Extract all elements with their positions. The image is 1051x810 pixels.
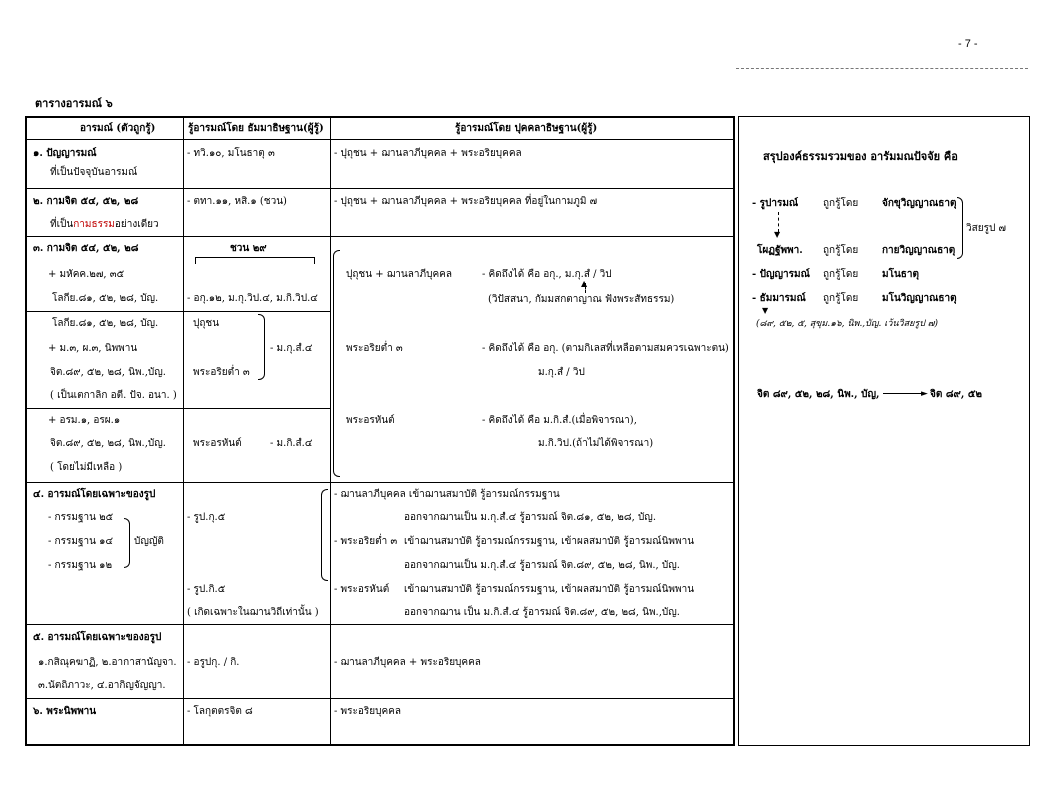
r3b-line4: ( เป็นเตกาลิก อตี. ปัจ. อนา. ) bbox=[50, 390, 177, 401]
r3b-right-brace bbox=[258, 314, 265, 380]
r3-person-note: (วิปัสสนา, กัมมสกตาญาณ ฟังพระสัทธรรม) bbox=[488, 294, 675, 305]
summary-c-2: กายวิญญาณธาตุ bbox=[882, 245, 956, 256]
page-number: - 7 - bbox=[958, 38, 978, 50]
header-person: รู้อารมณ์โดย ปุคคลาธิษฐาน(ผู้รู้) bbox=[455, 123, 598, 134]
summary-brace bbox=[957, 197, 963, 259]
r2-subtitle: ที่เป็นกามธรรมอย่างเดียว bbox=[50, 219, 159, 230]
header-object: อารมณ์ (ตัวถูกรู้) bbox=[80, 123, 156, 134]
r4-person-line1: - ฌานลาภีบุคคล เข้าฌานสมาบัติ รู้อารมณ์กรรมฐาน bbox=[334, 489, 560, 500]
summary-b-4: ถูกรู้โดย bbox=[823, 293, 859, 304]
main-table bbox=[25, 116, 735, 746]
r6-person: - พระอริยบุคคล bbox=[334, 706, 401, 717]
summary-c-4: มโนวิญญาณธาตุ bbox=[882, 293, 957, 304]
row-divider bbox=[26, 482, 734, 483]
r3-arrow-head: ▲ bbox=[581, 279, 588, 288]
summary-panel bbox=[738, 116, 1030, 746]
r4-rupa-ki: - รูป.กิ.๕ bbox=[187, 584, 226, 595]
row-divider bbox=[26, 408, 330, 409]
r4-title: ๔. อารมณ์โดยเฉพาะของรูป bbox=[33, 489, 156, 500]
r3b-person-note: ม.กุ.สํ / วิป bbox=[538, 367, 585, 378]
r3b-line1: โลกีย.๘๑, ๕๒, ๒๘, บัญ. bbox=[52, 318, 159, 329]
r4-kammatthana-12: - กรรมฐาน ๑๒ bbox=[48, 560, 113, 571]
r4-kammatthana-25: - กรรมฐาน ๒๕ bbox=[48, 512, 114, 523]
r3-title: ๓. กามจิต ๕๔, ๕๒, ๒๘ bbox=[33, 243, 139, 254]
r3c-dhamma-side: - ม.กิ.สํ.๔ bbox=[270, 438, 313, 449]
r3c-line2: จิต.๘๙, ๕๒, ๒๘, นิพ.,บัญ. bbox=[50, 438, 166, 449]
summary-small-arrow: ▼ bbox=[762, 306, 769, 315]
r3-line3: โลกีย.๘๑, ๕๒, ๒๘, บัญ. bbox=[52, 293, 159, 304]
r2-title: ๒. กามจิต ๕๔, ๕๒, ๒๘ bbox=[33, 196, 139, 207]
r3b-line2: + ม.๓, ผ.๓, นิพพาน bbox=[48, 343, 138, 354]
r3b-ariya3: พระอริยต่ำ ๓ bbox=[193, 367, 250, 378]
r3-left-brace bbox=[333, 250, 340, 477]
r3-dhamma: - อกุ.๑๒, ม.กุ.วิป.๔, ม.กิ.วิป.๔ bbox=[187, 293, 318, 304]
row-divider bbox=[26, 139, 734, 140]
summary-a-4: - ธัมมารมณ์ bbox=[752, 293, 806, 304]
r4-person-arahant: - พระอรหันต์ bbox=[334, 584, 390, 595]
r2-dhamma: - ตทา.๑๑, หสิ.๑ (ชวน) bbox=[187, 196, 287, 207]
summary-c-3: มโนธาตุ bbox=[882, 269, 920, 280]
r3-line2: + มหัคค.๒๗, ๓๕ bbox=[48, 269, 125, 280]
summary-b-3: ถูกรู้โดย bbox=[823, 269, 859, 280]
r3c-arahant: พระอรหันต์ bbox=[193, 438, 242, 449]
r1-title: ๑. ปัญญารมณ์ bbox=[33, 148, 97, 159]
summary-arrow-tip: ► bbox=[921, 389, 928, 399]
r3c-person-note: ม.กิ.วิป.(ถ้าไม่ได้พิจารณา) bbox=[538, 438, 654, 449]
summary-title: สรุปองค์ธรรมรวมของ อารัมมณปัจจัย คือ bbox=[763, 150, 958, 163]
row-divider bbox=[26, 311, 330, 312]
r5-dhamma: - อรูปกุ. / กิ. bbox=[187, 657, 240, 668]
r1-person: - ปุถุชน + ฌานลาภีบุคคล + พระอริยบุคคล bbox=[334, 148, 522, 159]
column-divider bbox=[330, 117, 331, 745]
r3b-line3: จิต.๘๙, ๕๒, ๒๘, นิพ.,บัญ. bbox=[50, 367, 166, 378]
r3-person-what: - คิดถึงได้ คือ อกุ., ม.กุ.สํ / วิป bbox=[482, 269, 612, 280]
summary-b-2: ถูกรู้โดย bbox=[823, 245, 859, 256]
header-divider bbox=[736, 68, 1028, 69]
r5-person: - ฌานลาภีบุคคล + พระอริยบุคคล bbox=[334, 657, 481, 668]
r4-person-line6: ออกจากฌาน เป็น ม.กิ.สํ.๔ รู้อารมณ์ จิต.๘๙, ๕๒, ๒๘, นิพ.,บัญ. bbox=[404, 607, 680, 618]
r3c-line1: + อรม.๑, อรผ.๑ bbox=[48, 415, 121, 426]
row-divider bbox=[26, 236, 734, 237]
r4-person-line3: เข้าฌานสมาบัติ รู้อารมณ์กรรมฐาน, เข้าผลสมาบัติ รู้อารมณ์นิพพาน bbox=[404, 536, 695, 547]
r3b-person-who: พระอริยต่ำ ๓ bbox=[346, 343, 403, 354]
r3c-line3: ( โดยไม่มีเหลือ ) bbox=[50, 462, 123, 473]
r1-dhamma: - ทวิ.๑๐, มโนธาตุ ๓ bbox=[187, 148, 275, 159]
header-dhamma: รู้อารมณ์โดย ธัมมาธิษฐาน(ผู้รู้) bbox=[188, 123, 324, 134]
summary-arrow-head: ▼ bbox=[774, 230, 781, 239]
r3b-person-what: - คิดถึงได้ คือ อกุ. (ตามกิเลสที่เหลือตามสมควรเฉพาะตน) bbox=[482, 343, 729, 354]
summary-a-1: - รูปารมณ์ bbox=[752, 198, 799, 209]
r4-pannatti: บัญญัติ bbox=[134, 536, 164, 547]
summary-side: วิสยรูป ๗ bbox=[966, 223, 1006, 234]
r3c-person-what: - คิดถึงได้ คือ ม.กิ.สํ.(เมื่อพิจารณา), bbox=[482, 415, 637, 426]
r6-dhamma: - โลกุตตรจิต ๘ bbox=[187, 706, 253, 717]
r4-person-line4: ออกจากฌานเป็น ม.กุ.สํ.๔ รู้อารมณ์ จิต.๘๙, ๕๒, ๒๘, นิพ., บัญ. bbox=[404, 560, 680, 571]
r6-title: ๖. พระนิพพาน bbox=[33, 706, 97, 717]
r4-person-ariya: - พระอริยต่ำ ๓ bbox=[334, 536, 398, 547]
summary-a-2: โผฏฐัพพา. bbox=[757, 245, 803, 256]
r4-person-line2: ออกจากฌานเป็น ม.กุ.สํ.๔ รู้อารมณ์ จิต.๘๑, ๕๒, ๒๘, บัญ. bbox=[404, 512, 656, 523]
r4-jhana-note: ( เกิดเฉพาะในฌานวิถีเท่านั้น ) bbox=[187, 607, 319, 618]
r4-left-brace bbox=[321, 489, 328, 581]
r5-line3: ๓.นัตถิภาวะ, ๔.อากิญจัญญา. bbox=[38, 680, 166, 691]
r3c-person-who: พระอรหันต์ bbox=[346, 415, 395, 426]
summary-b-1: ถูกรู้โดย bbox=[823, 198, 859, 209]
r1-subtitle: ที่เป็นปัจจุบันอารมณ์ bbox=[50, 167, 138, 178]
column-divider bbox=[183, 117, 184, 745]
r2-person: - ปุถุชน + ฌานลาภีบุคคล + พระอริยบุคคล ที่อยู่ในกามภูมิ ๗ bbox=[334, 196, 598, 207]
table-title: ตารางอารมณ์ ๖ bbox=[35, 97, 113, 110]
r4-right-brace bbox=[124, 518, 130, 568]
r3b-dhamma-side: - ม.กุ.สํ.๔ bbox=[270, 343, 313, 354]
summary-arrow-line bbox=[883, 393, 925, 394]
r2-red-term: กามธรรม bbox=[73, 219, 115, 230]
summary-bottom-right: จิต ๘๙, ๕๒ bbox=[930, 389, 982, 400]
r3b-puthujjana: ปุถุชน bbox=[193, 318, 220, 329]
r3-person-who: ปุถุชน + ฌานลาภีบุคคล bbox=[346, 269, 452, 280]
r5-line2: ๑.กสิณุคฆาฏิ, ๒.อากาสานัญจา. bbox=[38, 657, 177, 668]
summary-a-3: - ปัญญารมณ์ bbox=[752, 269, 810, 280]
r4-kammatthana-14: - กรรมฐาน ๑๔ bbox=[48, 536, 114, 547]
row-divider bbox=[26, 698, 734, 699]
r4-rupa-ku: - รูป.กุ.๕ bbox=[187, 512, 226, 523]
summary-bottom-left: จิต ๘๙, ๕๒, ๒๘, นิพ., บัญ, bbox=[757, 389, 880, 400]
summary-note: (๘๙, ๕๒, ๕, สุขุม.๑๖, นิพ.,บัญ. เว้นวิสยรูป ๗) bbox=[756, 319, 939, 329]
row-divider bbox=[26, 624, 734, 625]
row-divider bbox=[26, 188, 734, 189]
summary-c-1: จักขุวิญญาณธาตุ bbox=[882, 198, 957, 209]
r4-person-line5: เข้าฌานสมาบัติ รู้อารมณ์กรรมฐาน, เข้าผลสมาบัติ รู้อารมณ์นิพพาน bbox=[404, 584, 695, 595]
r3-javana-bracket bbox=[195, 257, 315, 264]
r3-javana-head: ชวน ๒๙ bbox=[230, 243, 267, 254]
r5-title: ๕. อารมณ์โดยเฉพาะของอรูป bbox=[33, 632, 162, 643]
